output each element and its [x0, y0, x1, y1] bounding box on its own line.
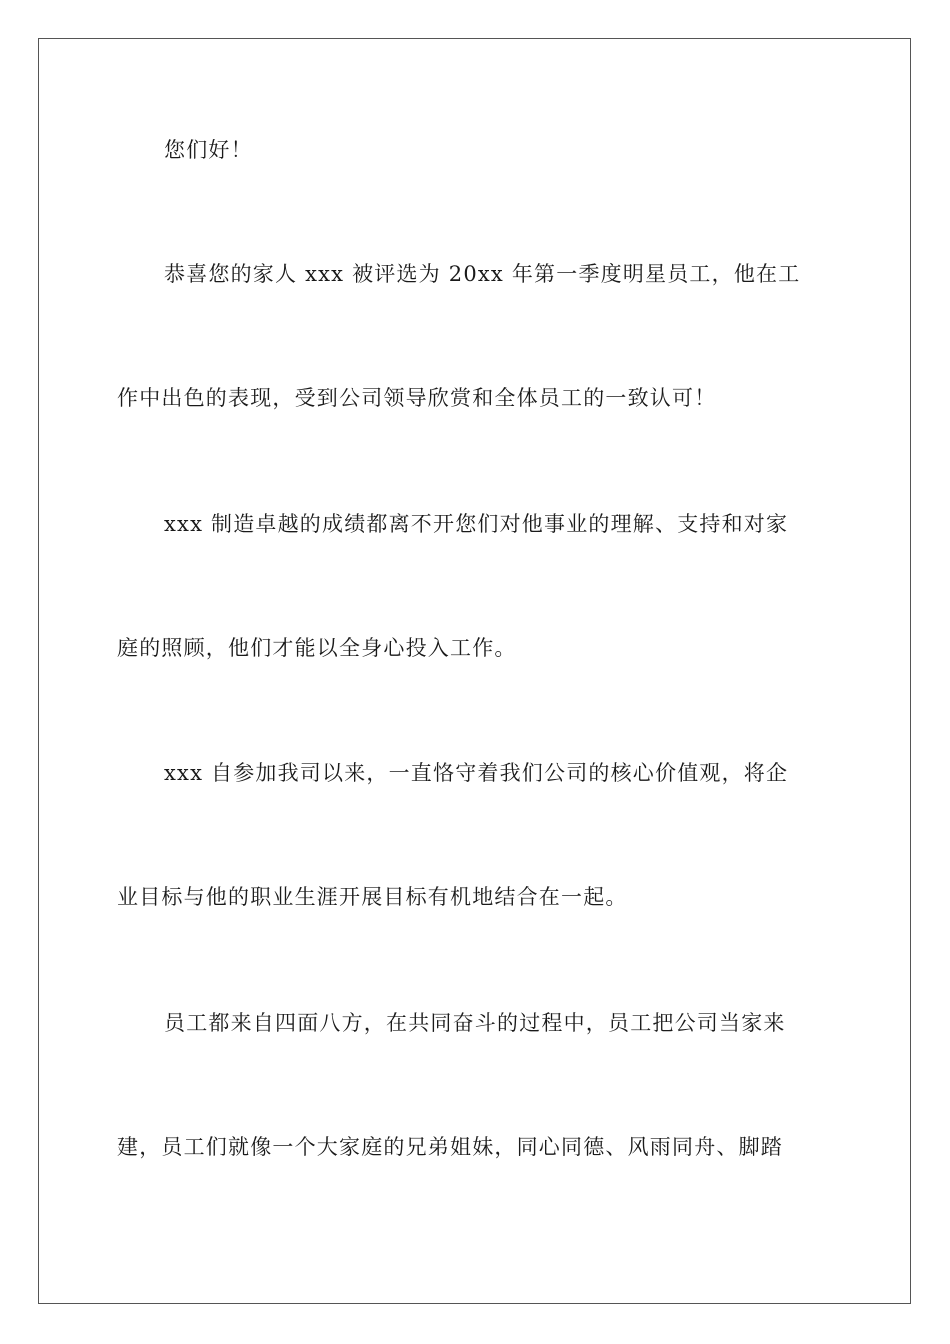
- page-border: [38, 38, 911, 1304]
- paragraph-2-line-1: xxx 制造卓越的成绩都离不开您们对他事业的理解、支持和对家: [164, 512, 789, 536]
- paragraph-1-line-2: 作中出色的表现，受到公司领导欣赏和全体员工的一致认可！: [117, 386, 717, 410]
- paragraph-4-line-1: 员工都来自四面八方，在共同奋斗的过程中，员工把公司当家来: [164, 1011, 786, 1035]
- paragraph-3-line-2: 业目标与他的职业生涯开展目标有机地结合在一起。: [117, 885, 628, 909]
- paragraph-1-line-1: 恭喜您的家人 xxx 被评选为 20xx 年第一季度明星员工，他在工: [164, 262, 801, 286]
- paragraph-4-line-2: 建，员工们就像一个大家庭的兄弟姐妹，同心同德、风雨同舟、脚踏: [117, 1135, 783, 1159]
- greeting-line: 您们好！: [164, 138, 253, 162]
- paragraph-2-line-2: 庭的照顾，他们才能以全身心投入工作。: [117, 636, 517, 660]
- paragraph-3-line-1: xxx 自参加我司以来，一直恪守着我们公司的核心价值观，将企: [164, 761, 789, 785]
